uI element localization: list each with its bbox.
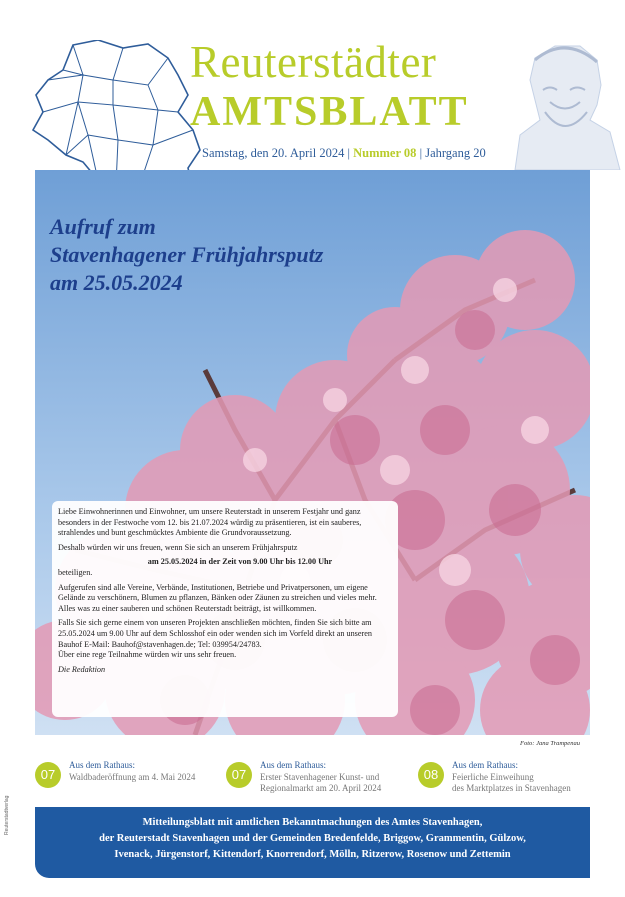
teaser-line: Erster Stavenhagener Kunst- und — [260, 772, 380, 782]
teaser-title — [69, 772, 195, 783]
teaser-line: Waldbaderöffnung am 4. Mai 2024 — [69, 772, 196, 782]
teaser-kicker: Aus dem Rathaus: — [260, 760, 326, 770]
article-signature: Die Redaktion — [58, 664, 106, 674]
article-event-time: am 25.05.2024 in der Zeit von 9.00 Uhr bis 12.00 Uhr — [147, 557, 333, 567]
fritz-reuter-portrait-icon — [505, 40, 625, 170]
article-paragraph: Liebe Einwohnerinnen und Einwohner, um unsere Reuterstadt in unserem Festjahr und ganz besonders in der Festwoche vom 12. bis 21.07.2024 würdig zu präsentieren, ist ein sauberes, strahlendes und bunt geschmücktes Ambiente die Grundvoraussetzung. — [58, 507, 362, 538]
issue-separator: | — [344, 146, 354, 160]
photo-credit: Foto: Jana Trampenau — [520, 740, 580, 747]
masthead-title-line1: Reuterstädter — [190, 37, 437, 87]
lead-article-box — [52, 501, 398, 717]
issue-separator: | — [416, 146, 426, 160]
masthead — [0, 0, 625, 170]
article-paragraph: Über eine rege Teilnahme würden wir uns sehr freuen. — [58, 650, 237, 660]
teaser-line: Regionalmarkt am 20. April 2024 — [260, 783, 382, 793]
lead-headline — [50, 213, 450, 297]
footer-line: Ivenack, Jürgenstorf, Kittendorf, Knorrendorf, Mölln, Ritzerow, Rosenow und Zettemin — [114, 849, 511, 860]
article-paragraph: Deshalb würden wir uns freuen, wenn Sie sich an unserem Frühjahrsputz — [58, 542, 298, 552]
headline-line: Aufruf zum — [50, 214, 156, 239]
teaser-kicker: Aus dem Rathaus: — [452, 760, 518, 770]
publisher-mark: Reuterstadtverlag — [4, 795, 10, 835]
teaser-line: des Marktplatzes in Stavenhagen — [452, 783, 571, 793]
page-badge: 07 — [226, 762, 252, 788]
footer-line: Mitteilungsblatt mit amtlichen Bekanntmachungen des Amtes Stavenhagen, — [142, 817, 483, 828]
footer-banner — [35, 807, 590, 878]
page-badge: 08 — [418, 762, 444, 788]
footer-line: der Reuterstadt Stavenhagen und der Gemeinden Bredenfelde, Briggow, Grammentin, Gülzow, — [99, 833, 526, 844]
teaser-title — [452, 772, 571, 794]
issue-volume: Jahrgang 20 — [425, 146, 486, 160]
teaser-line: Feierliche Einweihung — [452, 772, 534, 782]
article-paragraph: Falls Sie sich gerne einem von unseren Projekten anschließen möchten, finden Sie sich bitte am 25.05.2024 um 9.00 Uhr auf dem Schlosshof ein oder wenden sich im Vorfeld direkt an unseren Bauhof E-Mail: Bauhof@stavenhagen.de; Tel: 039954/24783. — [58, 618, 372, 649]
headline-line: Stavenhagener Frühjahrsputz — [50, 242, 324, 267]
masthead-title-line2: AMTSBLATT — [190, 89, 469, 135]
teaser-title — [260, 772, 381, 794]
issue-line — [202, 146, 486, 161]
headline-line: am 25.05.2024 — [50, 270, 183, 295]
article-paragraph: beteiligen. — [58, 567, 93, 577]
issue-number: Nummer 08 — [353, 146, 417, 160]
issue-date: Samstag, den 20. April 2024 — [202, 146, 345, 160]
page-badge: 07 — [35, 762, 61, 788]
teaser-kicker: Aus dem Rathaus: — [69, 760, 135, 770]
article-paragraph: Aufgerufen sind alle Vereine, Verbände, Institutionen, Betriebe und Privatpersonen, um eigene Gelände zu verschönern, Blumen zu pflanzen, Bänken oder Zäunen zu streichen und vieles mehr. Alles was zu einer sauberen und schönen Reuterstadt beiträgt, ist willkommen. — [58, 582, 377, 613]
